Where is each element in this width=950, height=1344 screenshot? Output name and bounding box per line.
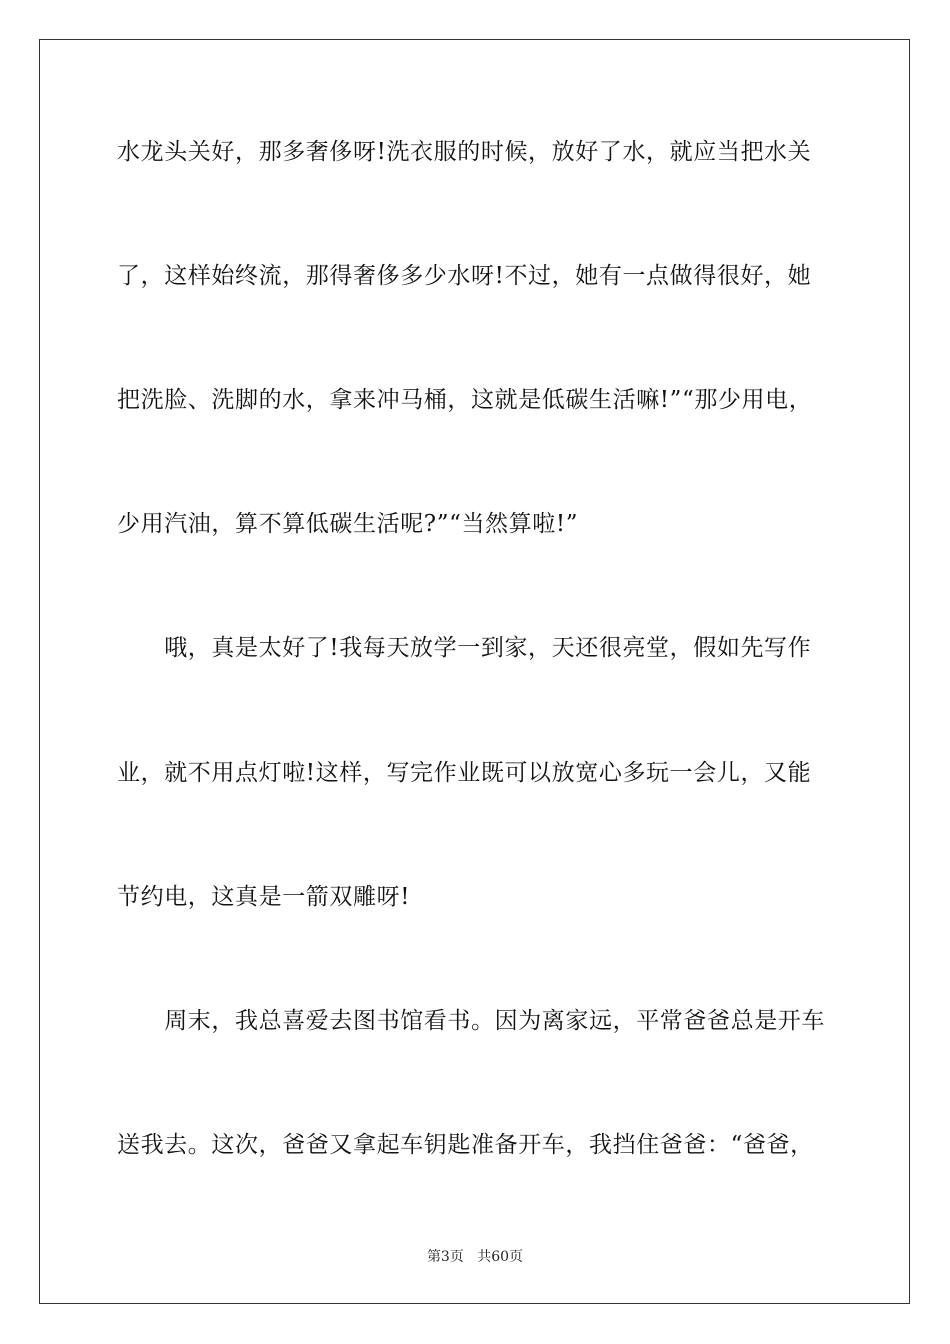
text-line-5: 哦，真是太好了!我每天放学一到家，天还很亮堂，假如先写作: [117, 635, 812, 661]
text-line-3: 把洗脸、洗脚的水，拿来冲马桶，这就是低碳生活嘛!”“那少用电，: [117, 387, 813, 413]
page-frame: [39, 39, 910, 1304]
text-line-9: 送我去。这次，爸爸又拿起车钥匙准备开车，我挡住爸爸：“爸爸，: [117, 1132, 814, 1158]
text-line-1: 水龙头关好，那多奢侈呀!洗衣服的时候，放好了水，就应当把水关: [117, 139, 812, 165]
text-line-7: 节约电，这真是一箭双雕呀!: [117, 884, 411, 910]
text-line-2: 了，这样始终流，那得奢侈多少水呀!不过，她有一点做得很好，她: [117, 263, 812, 289]
text-line-8: 周末，我总喜爱去图书馆看书。因为离家远，平常爸爸总是开车: [117, 1008, 825, 1034]
text-line-4: 少用汽油，算不算低碳生活呢?”“当然算啦!”: [117, 511, 579, 537]
page-total: 共60页: [477, 1249, 524, 1265]
page-number: 第3页: [426, 1249, 464, 1265]
page-footer: [0, 1248, 950, 1266]
text-line-6: 业，就不用点灯啦!这样，写完作业既可以放宽心多玩一会儿，又能: [117, 760, 812, 786]
